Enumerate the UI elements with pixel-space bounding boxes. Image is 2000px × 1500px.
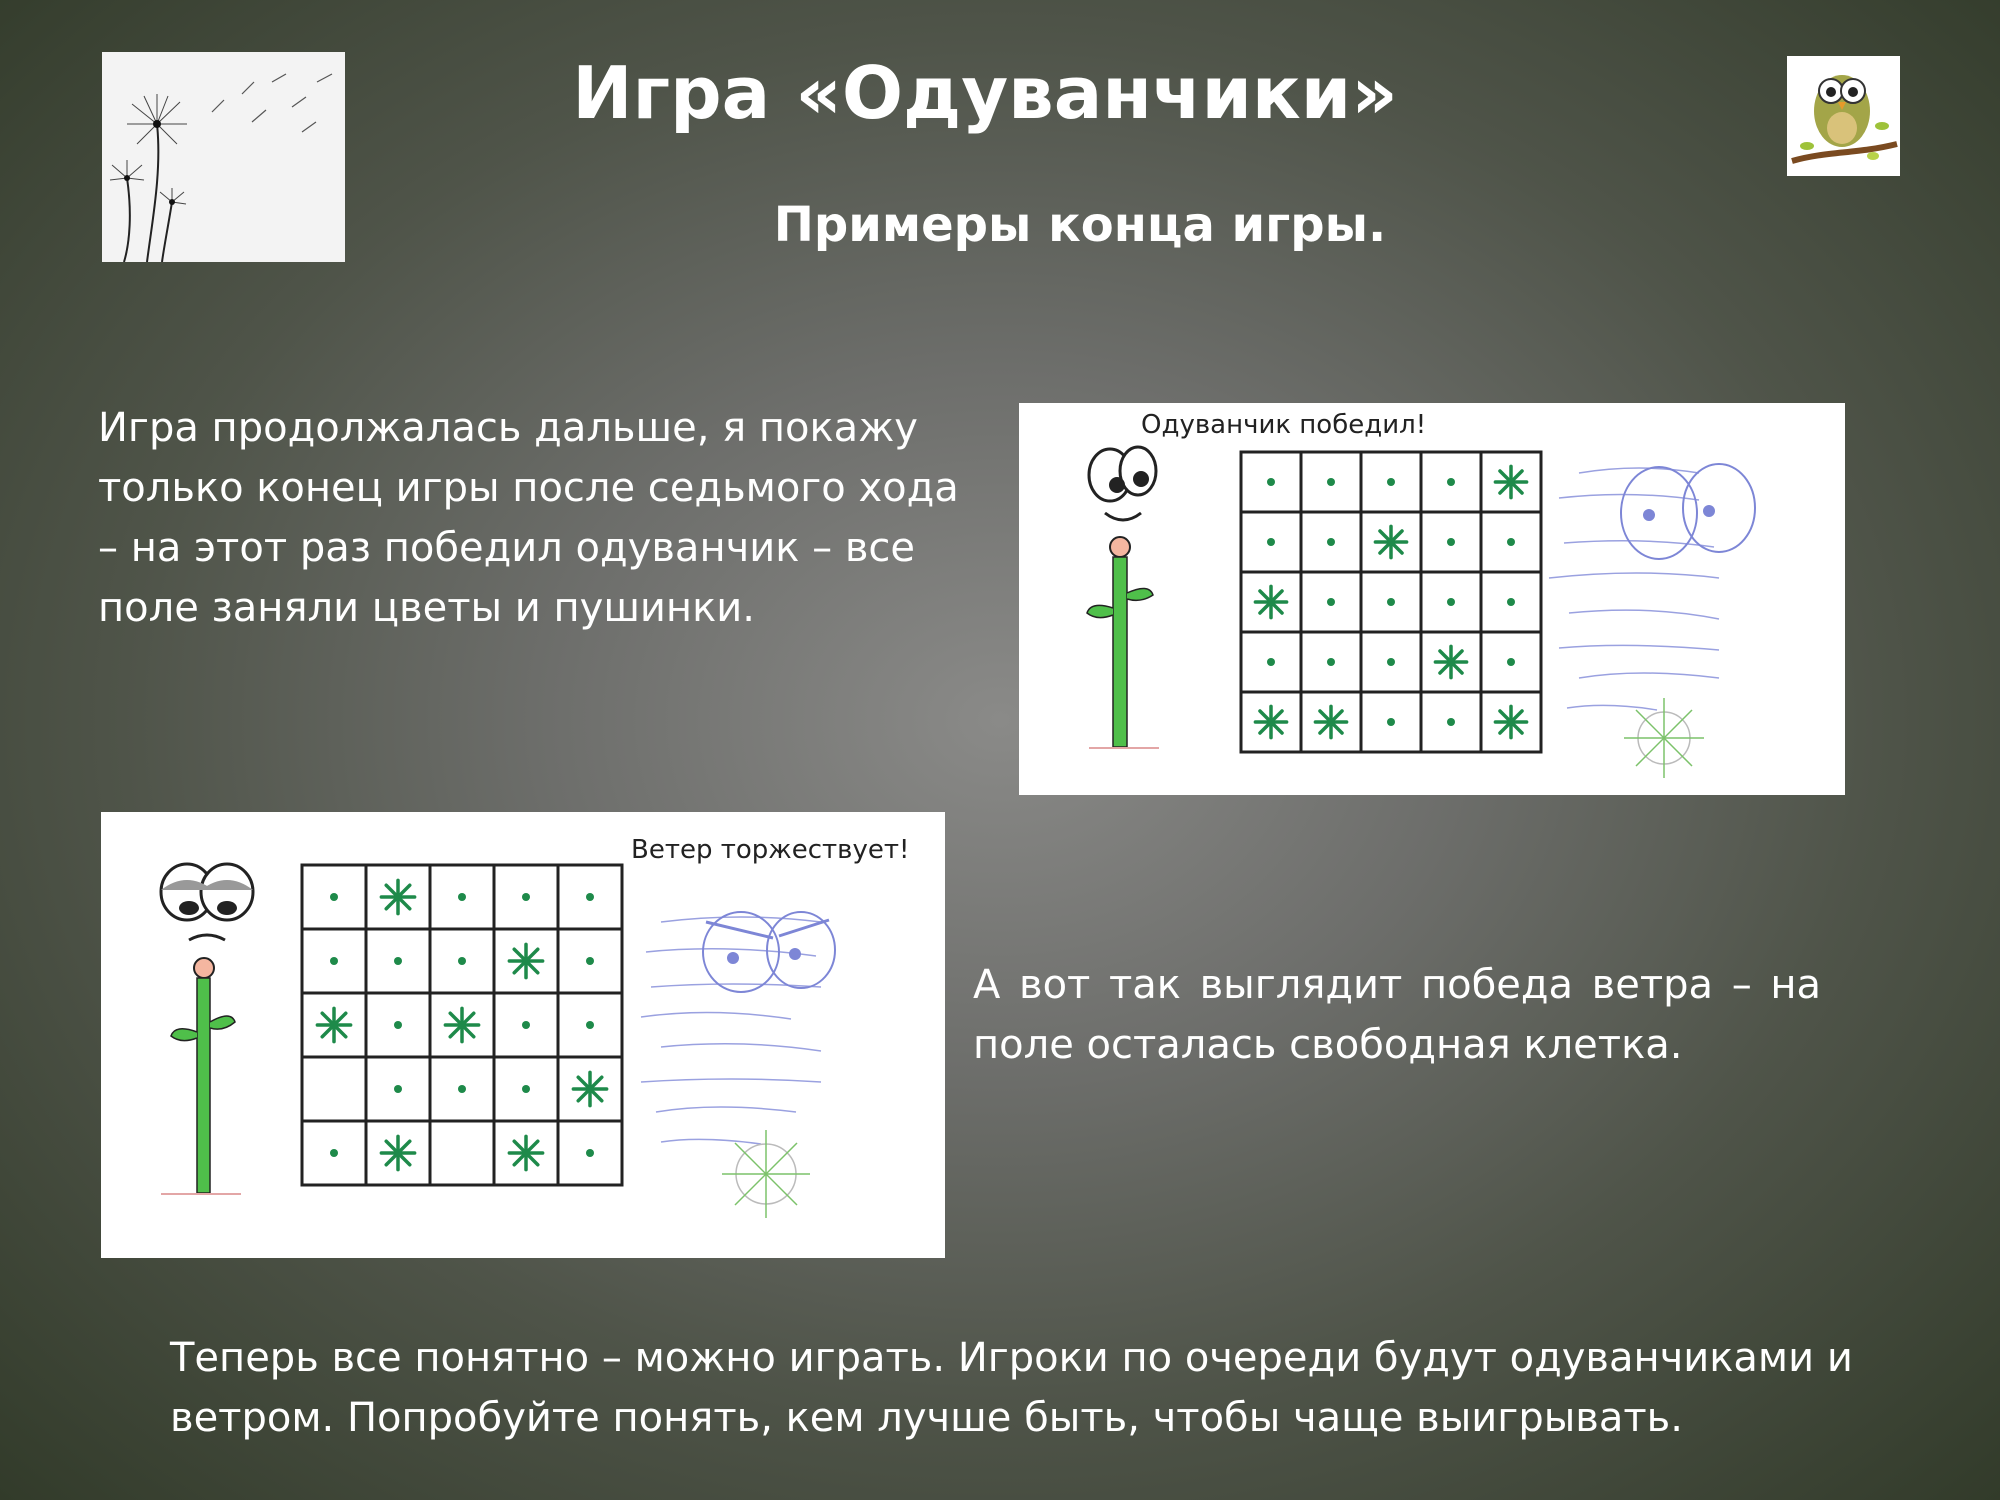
wind-win-grid	[302, 865, 622, 1185]
seed-dot-icon	[394, 1085, 402, 1093]
seed-dot-icon	[394, 1021, 402, 1029]
owl-icon	[1787, 56, 1900, 176]
intro-text: Игра продолжалась дальше, я покажу только конец игры после седьмого хода – на этот раз победил одуванчик – все поле заняли цветы и пушинки.	[98, 405, 959, 631]
seed-dot-icon	[1327, 598, 1335, 606]
seed-dot-icon	[1387, 598, 1395, 606]
angry-wind-character-icon	[641, 912, 835, 1144]
dandelion-flower-icon	[381, 1136, 414, 1169]
dandelion-flower-icon	[1495, 466, 1526, 497]
seed-dot-icon	[1447, 538, 1455, 546]
dandelion-flower-icon	[1375, 526, 1406, 557]
seed-dot-icon	[1507, 538, 1515, 546]
dandelion-flower-icon	[509, 944, 542, 977]
wind-win-figure	[101, 812, 945, 1258]
seed-dot-icon	[394, 957, 402, 965]
seed-dot-icon	[1507, 598, 1515, 606]
wind-win-caption: Ветер торжествует!	[631, 835, 910, 865]
seed-dot-icon	[330, 893, 338, 901]
dandelion-win-grid	[1241, 452, 1541, 752]
dandelion-flower-icon	[573, 1072, 606, 1105]
seed-dot-icon	[1267, 538, 1275, 546]
seed-dot-icon	[1387, 718, 1395, 726]
seed-dot-icon	[1267, 658, 1275, 666]
dandelion-photo-icon	[102, 52, 345, 262]
wind-character-icon	[1549, 464, 1755, 710]
dandelion-win-figure	[1019, 403, 1845, 795]
dandelion-flower-icon	[445, 1008, 478, 1041]
seed-dot-icon	[1327, 658, 1335, 666]
dandelion-flower-icon	[1315, 706, 1346, 737]
seed-dot-icon	[1387, 478, 1395, 486]
seed-dot-icon	[586, 1149, 594, 1157]
seed-dot-icon	[1267, 478, 1275, 486]
dandelion-flower-icon	[1255, 706, 1286, 737]
dandelion-flower-icon	[1435, 646, 1466, 677]
wind-rose-icon	[1624, 698, 1704, 778]
dandelion-flower-icon	[1495, 706, 1526, 737]
seed-dot-icon	[586, 957, 594, 965]
seed-dot-icon	[458, 1085, 466, 1093]
page-title: Игра «Одуванчики»	[572, 51, 1398, 135]
seed-dot-icon	[1447, 718, 1455, 726]
dandelion-flower-icon	[381, 880, 414, 913]
seed-dot-icon	[522, 893, 530, 901]
wind-win-text: А вот так выглядит победа ветра – на поле осталась свободная клетка.	[973, 962, 1821, 1068]
outro-text: Теперь все понятно – можно играть. Игроки по очереди будут одуванчиками и ветром. Попробуйте понять, кем лучше быть, чтобы чаще выигрывать.	[170, 1335, 1853, 1441]
seed-dot-icon	[586, 893, 594, 901]
seed-dot-icon	[1447, 598, 1455, 606]
dandelion-flower-icon	[317, 1008, 350, 1041]
seed-dot-icon	[1327, 478, 1335, 486]
seed-dot-icon	[522, 1085, 530, 1093]
seed-dot-icon	[330, 1149, 338, 1157]
seed-dot-icon	[1507, 658, 1515, 666]
seed-dot-icon	[586, 1021, 594, 1029]
sad-dandelion-character-icon	[161, 864, 253, 1194]
seed-dot-icon	[458, 957, 466, 965]
seed-dot-icon	[1447, 478, 1455, 486]
dandelion-flower-icon	[509, 1136, 542, 1169]
seed-dot-icon	[330, 957, 338, 965]
seed-dot-icon	[458, 893, 466, 901]
dandelion-flower-icon	[1255, 586, 1286, 617]
seed-dot-icon	[522, 1021, 530, 1029]
seed-dot-icon	[1387, 658, 1395, 666]
dandelion-character-icon	[1087, 447, 1159, 748]
dandelion-win-caption: Одуванчик победил!	[1141, 410, 1427, 440]
seed-dot-icon	[1327, 538, 1335, 546]
wind-rose-icon	[722, 1130, 810, 1218]
page-subtitle: Примеры конца игры.	[773, 197, 1387, 253]
